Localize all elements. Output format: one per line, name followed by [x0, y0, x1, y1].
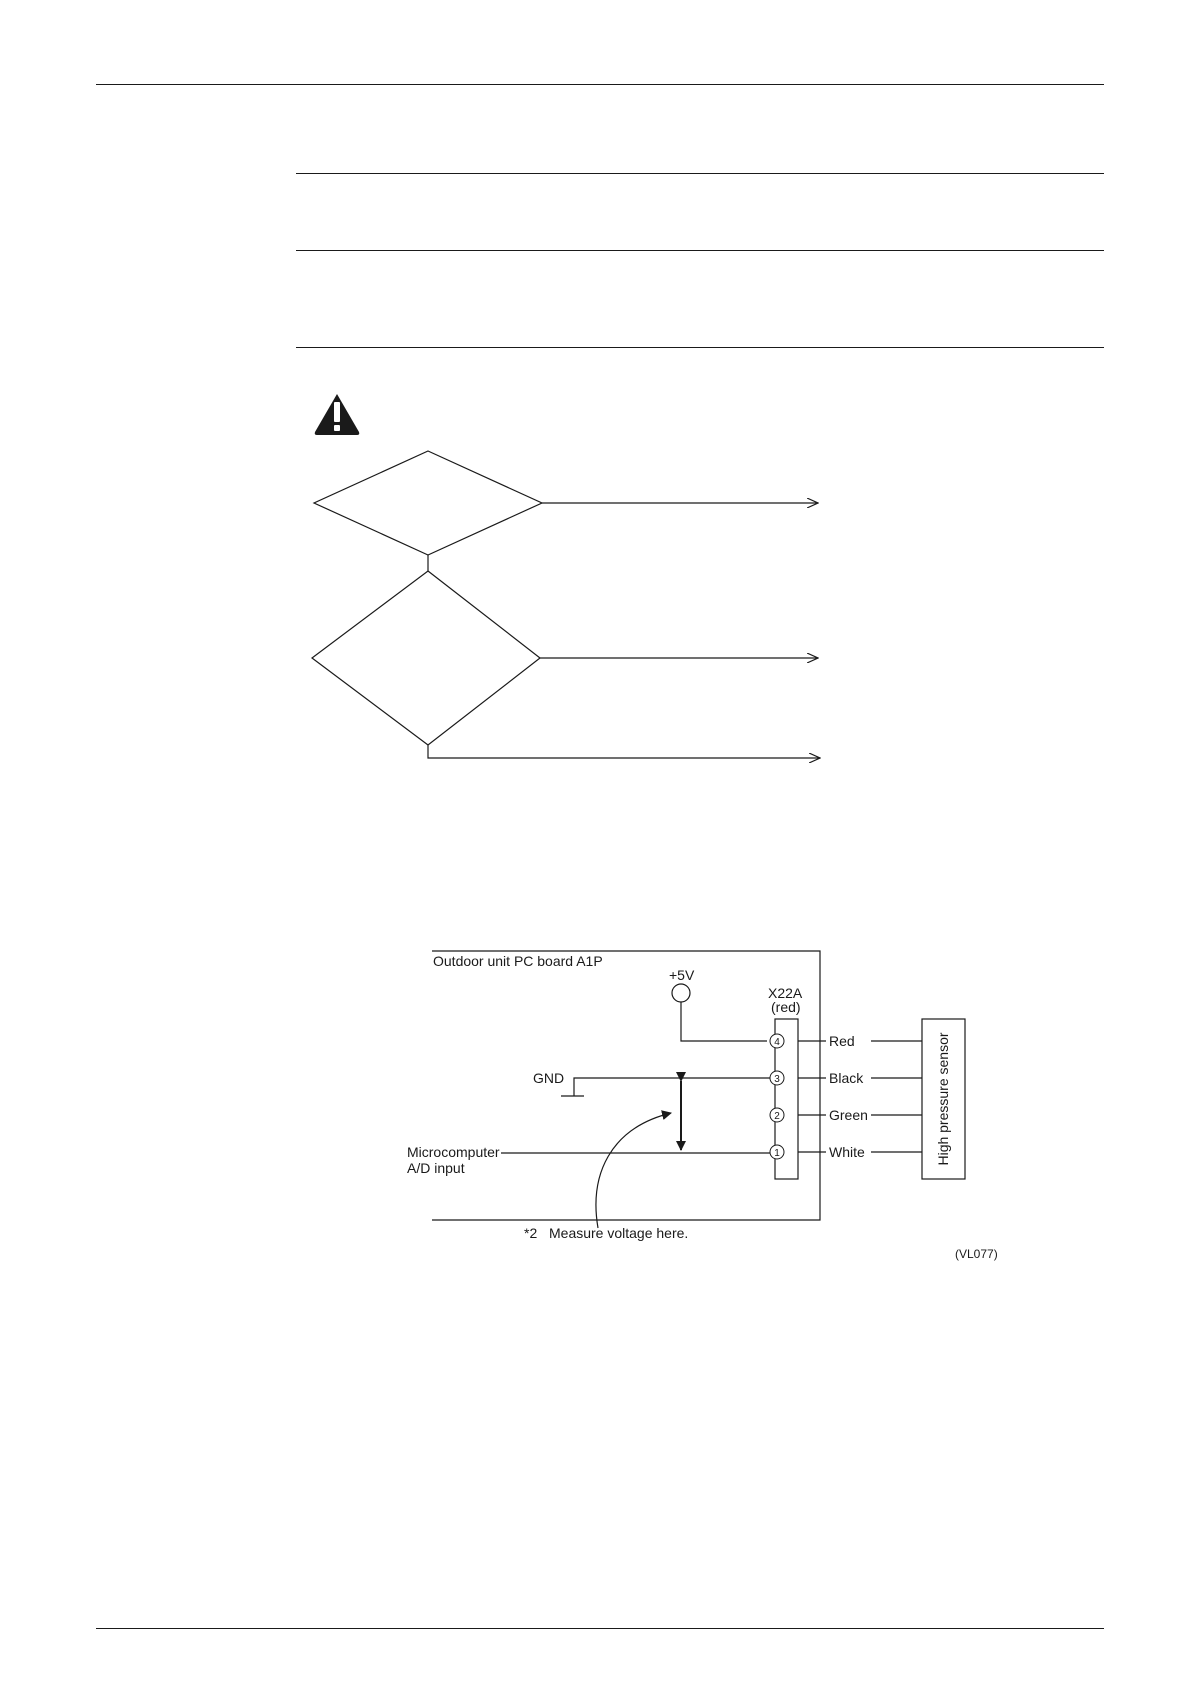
- wire-label-black: Black: [829, 1070, 864, 1086]
- circuit-diagram: [407, 951, 998, 1261]
- board-outline: [432, 951, 820, 1220]
- sensor-label: High pressure sensor: [935, 1032, 951, 1166]
- supply-wire: [681, 1002, 767, 1041]
- flow-arrow-3: [428, 745, 820, 758]
- gnd-label: GND: [533, 1070, 565, 1086]
- pin-2-number: 2: [774, 1111, 780, 1122]
- decision-diamond-2: [312, 571, 540, 745]
- figure-code: (VL077): [955, 1247, 998, 1261]
- flowchart: [312, 451, 820, 758]
- wire-label-white: White: [829, 1144, 865, 1160]
- wire-label-green: Green: [829, 1107, 868, 1123]
- measure-pointer: [596, 1113, 671, 1228]
- wire-label-red: Red: [829, 1033, 855, 1049]
- mcu-label-line1: Microcomputer: [407, 1144, 500, 1160]
- pin-3-number: 3: [774, 1074, 780, 1085]
- supply-terminal: [672, 984, 690, 1002]
- pin-4-number: 4: [774, 1037, 780, 1048]
- measure-note: Measure voltage here.: [549, 1225, 689, 1241]
- supply-label: +5V: [669, 967, 695, 983]
- decision-diamond-1: [314, 451, 542, 555]
- sensor-leads: [798, 1033, 922, 1160]
- gnd-wire: [574, 1078, 770, 1096]
- warning-triangle-icon: [315, 394, 360, 435]
- mcu-label-line2: A/D input: [407, 1160, 465, 1176]
- measure-note-marker: *2: [524, 1225, 538, 1241]
- board-label: Outdoor unit PC board A1P: [433, 953, 603, 969]
- connector-color: (red): [771, 999, 801, 1015]
- pin-1-number: 1: [774, 1148, 780, 1159]
- connector-label: X22A: [768, 985, 803, 1001]
